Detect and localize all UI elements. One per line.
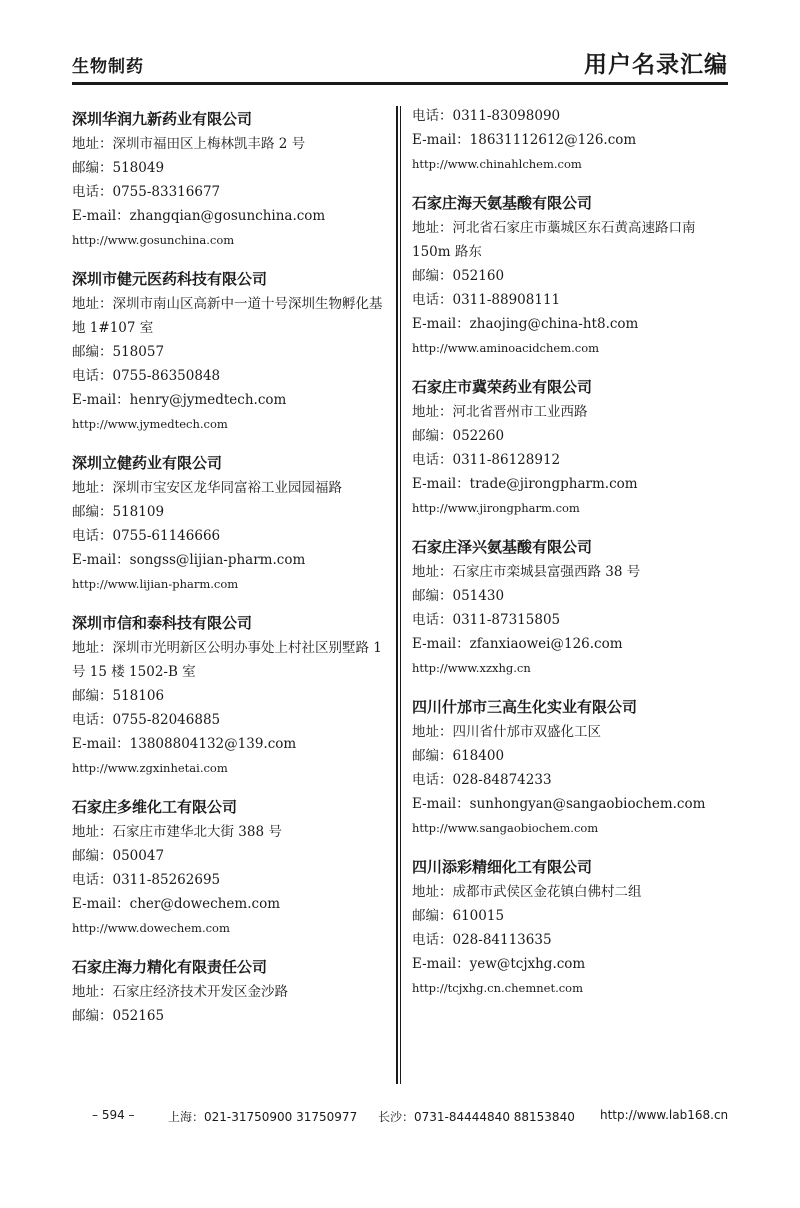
address-label: 地址： — [72, 480, 113, 496]
company-name: 深圳华润九新药业有限公司 — [72, 110, 253, 128]
phone-label: 电话： — [412, 612, 453, 628]
changsha-contact: 长沙：0731-84444840 88153840 — [378, 1110, 575, 1124]
address-label: 地址： — [412, 220, 453, 236]
phone-value: 0755-61146666 — [112, 528, 221, 544]
website-link[interactable]: http://www.jymedtech.com — [72, 417, 228, 431]
address-label: 地址： — [72, 296, 113, 312]
company-entry — [72, 954, 400, 1028]
phone-value: 0755-82046885 — [112, 712, 221, 728]
company-entry — [72, 106, 400, 252]
website-link[interactable]: http://www.dowechem.com — [72, 921, 230, 935]
postcode-label: 邮编： — [412, 588, 453, 604]
postcode-value: 052165 — [112, 1008, 165, 1024]
email-value: trade@jirongpharm.com — [469, 476, 638, 492]
company-entry — [412, 694, 740, 840]
postcode-line — [72, 844, 400, 868]
email-line — [72, 892, 400, 916]
address-label: 地址： — [72, 984, 113, 1000]
address-line — [72, 636, 390, 684]
address-value: 四川省什邡市双盛化工区 — [452, 724, 601, 740]
address-value: 深圳市宝安区龙华同富裕工业园园福路 — [112, 480, 342, 496]
postcode-line — [72, 500, 400, 524]
phone-label: 电话： — [412, 772, 453, 788]
phone-line — [412, 288, 740, 312]
website-link[interactable]: http://tcjxhg.cn.chemnet.com — [412, 981, 583, 995]
email-label: E-mail： — [412, 132, 470, 148]
phone-value: 0755-83316677 — [112, 184, 221, 200]
website-link[interactable]: http://www.xzxhg.cn — [412, 661, 531, 675]
phone-line — [72, 868, 400, 892]
email-value: zhangqian@gosunchina.com — [129, 208, 326, 224]
email-line — [72, 548, 400, 572]
address-line — [412, 216, 730, 264]
address-value: 河北省晋州市工业西路 — [452, 404, 588, 420]
company-name: 深圳市信和泰科技有限公司 — [72, 614, 253, 632]
page-header — [72, 44, 728, 84]
website-link[interactable]: http://www.aminoacidchem.com — [412, 341, 600, 355]
phone-line — [412, 448, 740, 472]
email-line — [72, 204, 400, 228]
page-number: – 594 – — [92, 1108, 135, 1122]
address-value: 成都市武侯区金花镇白佛村二组 — [452, 884, 642, 900]
address-label: 地址： — [412, 404, 453, 420]
address-value: 河北省石家庄市藁城区东石黄高速路口南 150m 路东 — [412, 220, 696, 260]
phone-label: 电话： — [412, 108, 453, 124]
postcode-label: 邮编： — [412, 748, 453, 764]
phone-label: 电话： — [72, 872, 113, 888]
email-label: E-mail： — [72, 736, 130, 752]
phone-label: 电话： — [412, 292, 453, 308]
company-entry — [72, 450, 400, 596]
email-label: E-mail： — [72, 552, 130, 568]
address-line — [412, 720, 730, 744]
phone-line — [412, 104, 740, 128]
header-rule — [72, 82, 728, 85]
company-name: 石家庄市冀荣药业有限公司 — [412, 378, 593, 396]
email-line — [412, 792, 740, 816]
email-value: zfanxiaowei@126.com — [469, 636, 623, 652]
email-value: henry@jymedtech.com — [129, 392, 287, 408]
company-entry — [412, 854, 740, 1000]
postcode-value: 518049 — [112, 160, 165, 176]
company-entry — [72, 794, 400, 940]
postcode-value: 518106 — [112, 688, 165, 704]
address-line — [412, 560, 730, 584]
phone-line — [412, 768, 740, 792]
address-value: 深圳市福田区上梅林凯丰路 2 号 — [112, 136, 306, 152]
company-entry — [412, 190, 740, 360]
phone-value: 0311-86128912 — [452, 452, 561, 468]
postcode-line — [412, 904, 740, 928]
email-value: yew@tcjxhg.com — [469, 956, 586, 972]
address-label: 地址： — [412, 884, 453, 900]
postcode-value: 051430 — [452, 588, 505, 604]
company-entry — [412, 534, 740, 680]
page-footer — [72, 1108, 728, 1130]
phone-line — [412, 928, 740, 952]
email-value: cher@dowechem.com — [129, 896, 280, 912]
website-link[interactable]: http://www.lijian-pharm.com — [72, 577, 239, 591]
postcode-value: 518109 — [112, 504, 165, 520]
email-line — [412, 472, 740, 496]
company-entry — [72, 266, 400, 436]
email-label: E-mail： — [412, 956, 470, 972]
directory-title: 用户名录汇编 — [584, 52, 728, 78]
postcode-value: 052260 — [452, 428, 505, 444]
address-line — [72, 292, 390, 340]
email-label: E-mail： — [72, 208, 130, 224]
address-label: 地址： — [72, 136, 113, 152]
email-line — [412, 128, 740, 152]
left-column — [72, 106, 400, 1042]
phone-label: 电话： — [412, 932, 453, 948]
company-entry — [412, 374, 740, 520]
postcode-line — [72, 156, 400, 180]
phone-label: 电话： — [72, 184, 113, 200]
phone-line — [72, 180, 400, 204]
phone-value: 0755-86350848 — [112, 368, 221, 384]
phone-value: 0311-85262695 — [112, 872, 221, 888]
email-label: E-mail： — [72, 896, 130, 912]
address-line — [72, 132, 390, 156]
email-label: E-mail： — [412, 316, 470, 332]
address-value: 石家庄经济技术开发区金沙路 — [112, 984, 288, 1000]
column-divider — [396, 106, 398, 1084]
postcode-label: 邮编： — [412, 908, 453, 924]
email-line — [412, 632, 740, 656]
address-value: 石家庄市建华北大街 388 号 — [112, 824, 282, 840]
postcode-value: 050047 — [112, 848, 165, 864]
company-name: 石家庄多维化工有限公司 — [72, 798, 238, 816]
postcode-value: 518057 — [112, 344, 165, 360]
postcode-label: 邮编： — [72, 688, 113, 704]
postcode-line — [72, 1004, 400, 1028]
website-link[interactable]: http://www.jirongpharm.com — [412, 501, 580, 515]
postcode-label: 邮编： — [72, 1008, 113, 1024]
company-name: 石家庄海力精化有限责任公司 — [72, 958, 268, 976]
phone-line — [72, 708, 400, 732]
postcode-label: 邮编： — [72, 160, 113, 176]
phone-value: 028-84874233 — [452, 772, 552, 788]
address-line — [412, 400, 730, 424]
company-name: 石家庄海天氨基酸有限公司 — [412, 194, 593, 212]
email-value: sunhongyan@sangaobiochem.com — [469, 796, 706, 812]
postcode-line — [412, 424, 740, 448]
company-entry — [72, 610, 400, 780]
company-name: 深圳市健元医药科技有限公司 — [72, 270, 268, 288]
email-value: 18631112612@126.com — [469, 132, 637, 148]
address-label: 地址： — [412, 564, 453, 580]
section-title: 生物制药 — [72, 57, 144, 77]
postcode-value: 052160 — [452, 268, 505, 284]
address-line — [412, 880, 730, 904]
column-divider-thin — [400, 106, 401, 1084]
company-name: 石家庄泽兴氨基酸有限公司 — [412, 538, 593, 556]
phone-line — [412, 608, 740, 632]
address-value: 石家庄市栾城县富强西路 38 号 — [452, 564, 641, 580]
email-label: E-mail： — [72, 392, 130, 408]
postcode-line — [72, 684, 400, 708]
address-line — [72, 980, 390, 1004]
email-value: zhaojing@china-ht8.com — [469, 316, 639, 332]
phone-line — [72, 524, 400, 548]
website-link[interactable]: http://www.sangaobiochem.com — [412, 821, 599, 835]
email-line — [412, 312, 740, 336]
phone-line — [72, 364, 400, 388]
right-column — [412, 106, 740, 1014]
postcode-value: 618400 — [452, 748, 505, 764]
phone-label: 电话： — [412, 452, 453, 468]
address-line — [72, 476, 390, 500]
phone-value: 0311-83098090 — [452, 108, 561, 124]
phone-label: 电话： — [72, 712, 113, 728]
continued-entry — [412, 104, 740, 176]
phone-value: 028-84113635 — [452, 932, 552, 948]
company-name: 深圳立健药业有限公司 — [72, 454, 223, 472]
postcode-line — [72, 340, 400, 364]
email-line — [72, 388, 400, 412]
shanghai-contact: 上海：021-31750900 31750977 — [168, 1110, 358, 1124]
phone-label: 电话： — [72, 528, 113, 544]
phone-value: 0311-87315805 — [452, 612, 561, 628]
address-line — [72, 820, 390, 844]
postcode-label: 邮编： — [72, 344, 113, 360]
address-label: 地址： — [72, 640, 113, 656]
address-value: 深圳市南山区高新中一道十号深圳生物孵化基地 1#107 室 — [72, 296, 383, 336]
website-link[interactable]: http://www.gosunchina.com — [72, 233, 235, 247]
email-label: E-mail： — [412, 476, 470, 492]
email-line — [412, 952, 740, 976]
email-line — [72, 732, 400, 756]
postcode-label: 邮编： — [72, 848, 113, 864]
postcode-line — [412, 744, 740, 768]
company-name: 四川添彩精细化工有限公司 — [412, 858, 593, 876]
address-label: 地址： — [412, 724, 453, 740]
website-link[interactable]: http://www.chinahlchem.com — [412, 157, 582, 171]
postcode-line — [412, 264, 740, 288]
email-label: E-mail： — [412, 636, 470, 652]
address-label: 地址： — [72, 824, 113, 840]
email-label: E-mail： — [412, 796, 470, 812]
website-link[interactable]: http://www.zgxinhetai.com — [72, 761, 228, 775]
postcode-value: 610015 — [452, 908, 505, 924]
footer-website[interactable]: http://www.lab168.cn — [600, 1108, 729, 1122]
postcode-label: 邮编： — [72, 504, 113, 520]
email-value: songss@lijian-pharm.com — [129, 552, 306, 568]
postcode-label: 邮编： — [412, 268, 453, 284]
company-name: 四川什邡市三高生化实业有限公司 — [412, 698, 638, 716]
address-value: 深圳市光明新区公明办事处上村社区别墅路 1 号 15 楼 1502-B 室 — [72, 640, 382, 680]
postcode-line — [412, 584, 740, 608]
email-value: 13808804132@139.com — [129, 736, 297, 752]
phone-value: 0311-88908111 — [452, 292, 561, 308]
postcode-label: 邮编： — [412, 428, 453, 444]
phone-label: 电话： — [72, 368, 113, 384]
